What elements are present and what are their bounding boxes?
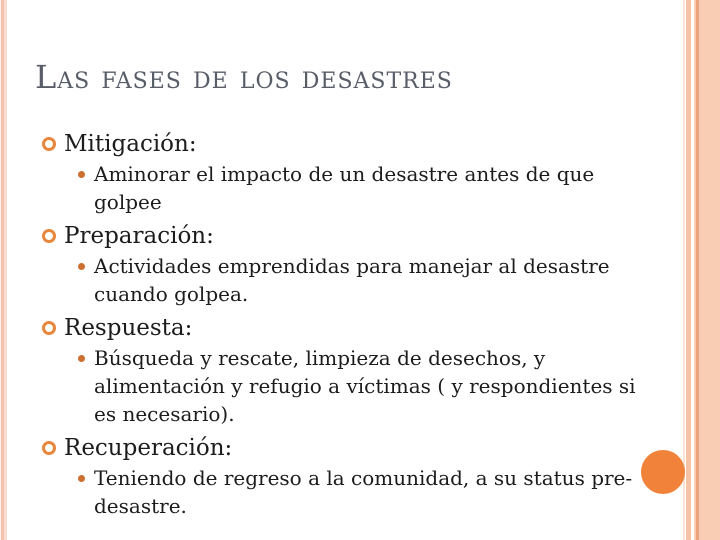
phase-description: [94, 344, 636, 428]
dot-bullet-icon: [78, 171, 85, 178]
description-line: Aminorar el impacto de un desastre antes de que: [94, 162, 595, 186]
sub-bullet-item: [78, 464, 675, 520]
phase-label: Recuperación:: [64, 435, 233, 461]
phase-description: [94, 464, 632, 520]
dot-bullet-icon: [78, 475, 85, 482]
description-line: Búsqueda y rescate, limpieza de desechos, y: [94, 346, 546, 370]
sub-bullet-item: [78, 160, 675, 216]
ring-bullet-icon: [42, 229, 56, 243]
description-line: es necesario).: [94, 402, 235, 426]
ring-bullet-icon: [42, 441, 56, 455]
slide-body: [0, 124, 675, 520]
description-line: Actividades emprendidas para manejar al desastre: [94, 254, 610, 278]
description-line: golpee: [94, 190, 162, 214]
sub-bullet-item: [78, 344, 675, 428]
phase-label: Respuesta:: [64, 315, 193, 341]
phase-label: Preparación:: [64, 223, 214, 249]
description-line: desastre.: [94, 494, 187, 518]
sub-bullet-item: [78, 252, 675, 308]
slide-title: Las fases de los desastres: [35, 58, 453, 96]
description-line: alimentación y refugio a víctimas ( y respondientes si: [94, 374, 636, 398]
phase-label: Mitigación:: [64, 131, 197, 157]
right-border-band-line: [696, 0, 699, 540]
phase-description: [94, 252, 610, 308]
bullet-item-recuperacion: [42, 434, 675, 462]
ring-bullet-icon: [42, 137, 56, 151]
bullet-item-respuesta: [42, 314, 675, 342]
ring-bullet-icon: [42, 321, 56, 335]
bullet-item-mitigacion: [42, 130, 675, 158]
description-line: cuando golpea.: [94, 282, 249, 306]
dot-bullet-icon: [78, 355, 85, 362]
right-border-stripe: [683, 0, 685, 540]
bullet-item-preparacion: [42, 222, 675, 250]
dot-bullet-icon: [78, 263, 85, 270]
description-line: Teniendo de regreso a la comunidad, a su status pre-: [94, 466, 633, 490]
right-border-stripe: [686, 0, 691, 540]
phase-description: [94, 160, 594, 216]
